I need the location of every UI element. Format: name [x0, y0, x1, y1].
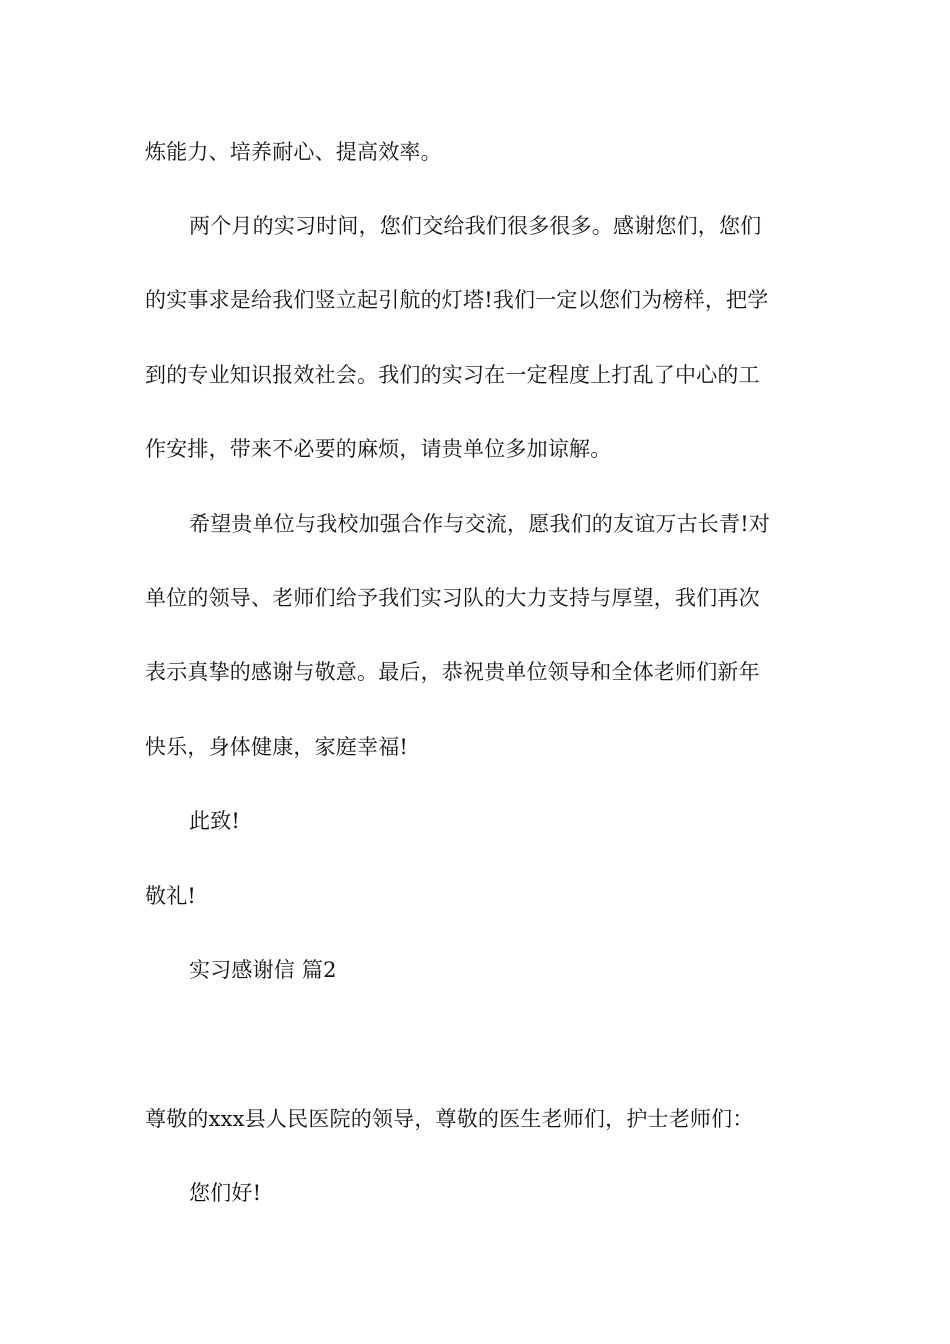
letter-opening: 您们好!	[189, 1181, 262, 1205]
paragraph-line: 作安排，带来不必要的麻烦，请贵单位多加谅解。	[145, 437, 612, 461]
paragraph-line: 到的专业知识报效社会。我们的实习在一定程度上打乱了中心的工	[145, 363, 760, 387]
closing-salutation: 此致!	[189, 809, 241, 833]
section-heading: 实习感谢信 篇2	[189, 958, 337, 982]
paragraph-line: 快乐，身体健康，家庭幸福!	[145, 735, 409, 759]
closing-regards: 敬礼!	[145, 884, 197, 908]
paragraph-line: 表示真挚的感谢与敬意。最后，恭祝贵单位领导和全体老师们新年	[145, 660, 760, 684]
paragraph-line: 两个月的实习时间，您们交给我们很多很多。感谢您们，您们	[189, 214, 762, 238]
paragraph-line: 单位的领导、老师们给予我们实习队的大力支持与厚望，我们再次	[145, 586, 760, 610]
paragraph-line: 的实事求是给我们竖立起引航的灯塔!我们一定以您们为榜样，把学	[145, 288, 769, 312]
letter-greeting: 尊敬的xxx县人民医院的领导，尊敬的医生老师们，护士老师们：	[145, 1107, 754, 1131]
paragraph-line: 希望贵单位与我校加强合作与交流，愿我们的友谊万古长青!对	[189, 512, 771, 536]
paragraph-line: 炼能力、培养耐心、提高效率。	[145, 140, 442, 164]
